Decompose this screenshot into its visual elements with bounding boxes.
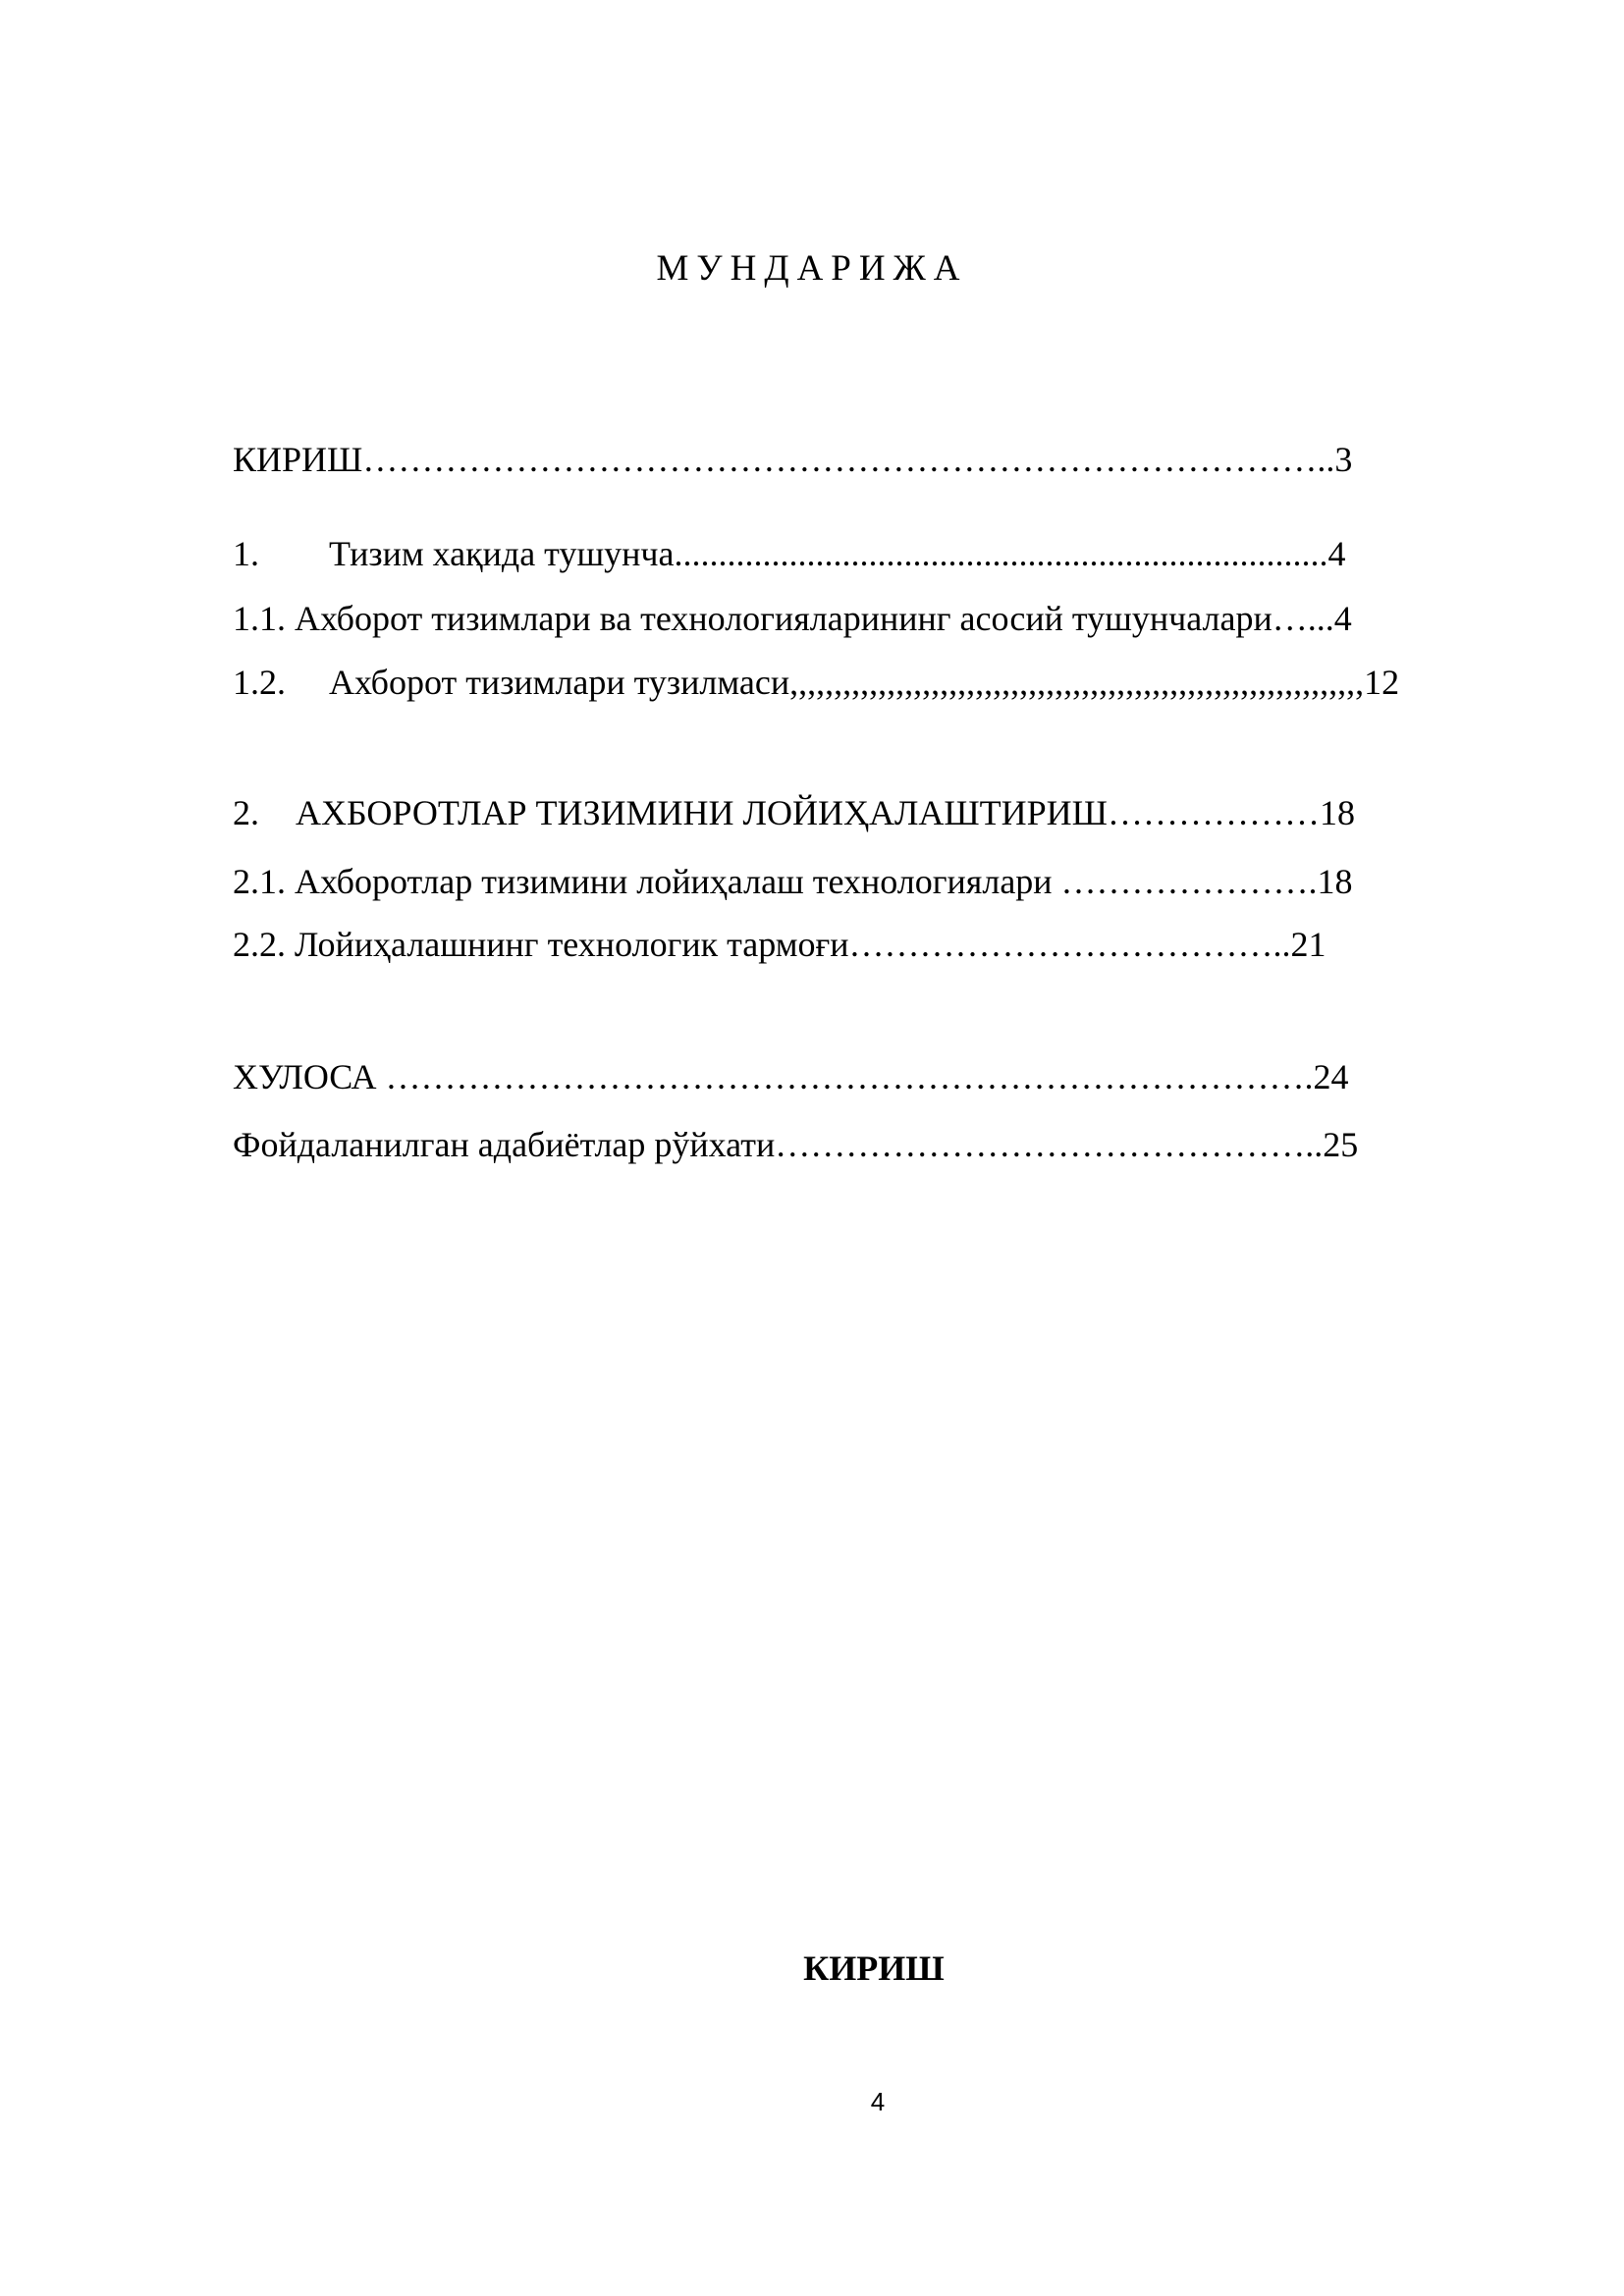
toc-entry-conclusion: [233, 1055, 1349, 1098]
toc-entry-text: АХБОРОТЛАР ТИЗИМИНИ ЛОЙИҲАЛАШТИРИШ………………18: [296, 793, 1355, 832]
toc-entry-text: 2.1. Ахборотлар тизимини лойиҳалаш технологиялари ………………….18: [233, 862, 1353, 901]
toc-entry-1: [233, 532, 1346, 575]
intro-heading: КИРИШ: [803, 1949, 945, 1988]
toc-entry-2-2: [233, 923, 1326, 966]
toc-entry-1-1: [233, 597, 1352, 640]
toc-entry-2: [233, 791, 1355, 834]
toc-entry-2-1: [233, 860, 1353, 903]
page-number: 4: [870, 2087, 886, 2116]
toc-entry-references: [233, 1123, 1358, 1166]
toc-entry-text: ХУЛОСА …………………………………………………………………….24: [233, 1057, 1349, 1096]
toc-entry-text: Ахборот тизимлари тузилмаси,,,,,,,,,,,,,,,,,,,,,,,,,,,,,,,,,,,,,,,,,,,,,,,,,,,,,,,,,,,,,,,,,12: [329, 663, 1400, 702]
toc-entry-text: 2.2. Лойиҳалашнинг технологик тармоғи………………………………..21: [233, 925, 1326, 964]
toc-entry-intro: [233, 438, 1352, 481]
toc-entry-1-2: [233, 661, 1399, 704]
toc-entry-text: Тизим хақида тушунча..........................................................................4: [329, 534, 1346, 573]
toc-entry-text: 1.1. Ахборот тизимлари ва технологияларининг асосий тушунчалари…...4: [233, 599, 1352, 638]
toc-entry-number: 1.: [233, 534, 259, 573]
toc-entry-number: 1.2.: [233, 663, 286, 702]
toc-title: МУНДАРИЖА: [656, 248, 968, 289]
toc-entry-number: 2.: [233, 793, 259, 832]
toc-entry-text: Фойдаланилган адабиётлар рўйхати………………………………………..25: [233, 1125, 1359, 1164]
toc-entry-text: КИРИШ………………………………………………………………………..3: [233, 440, 1353, 479]
